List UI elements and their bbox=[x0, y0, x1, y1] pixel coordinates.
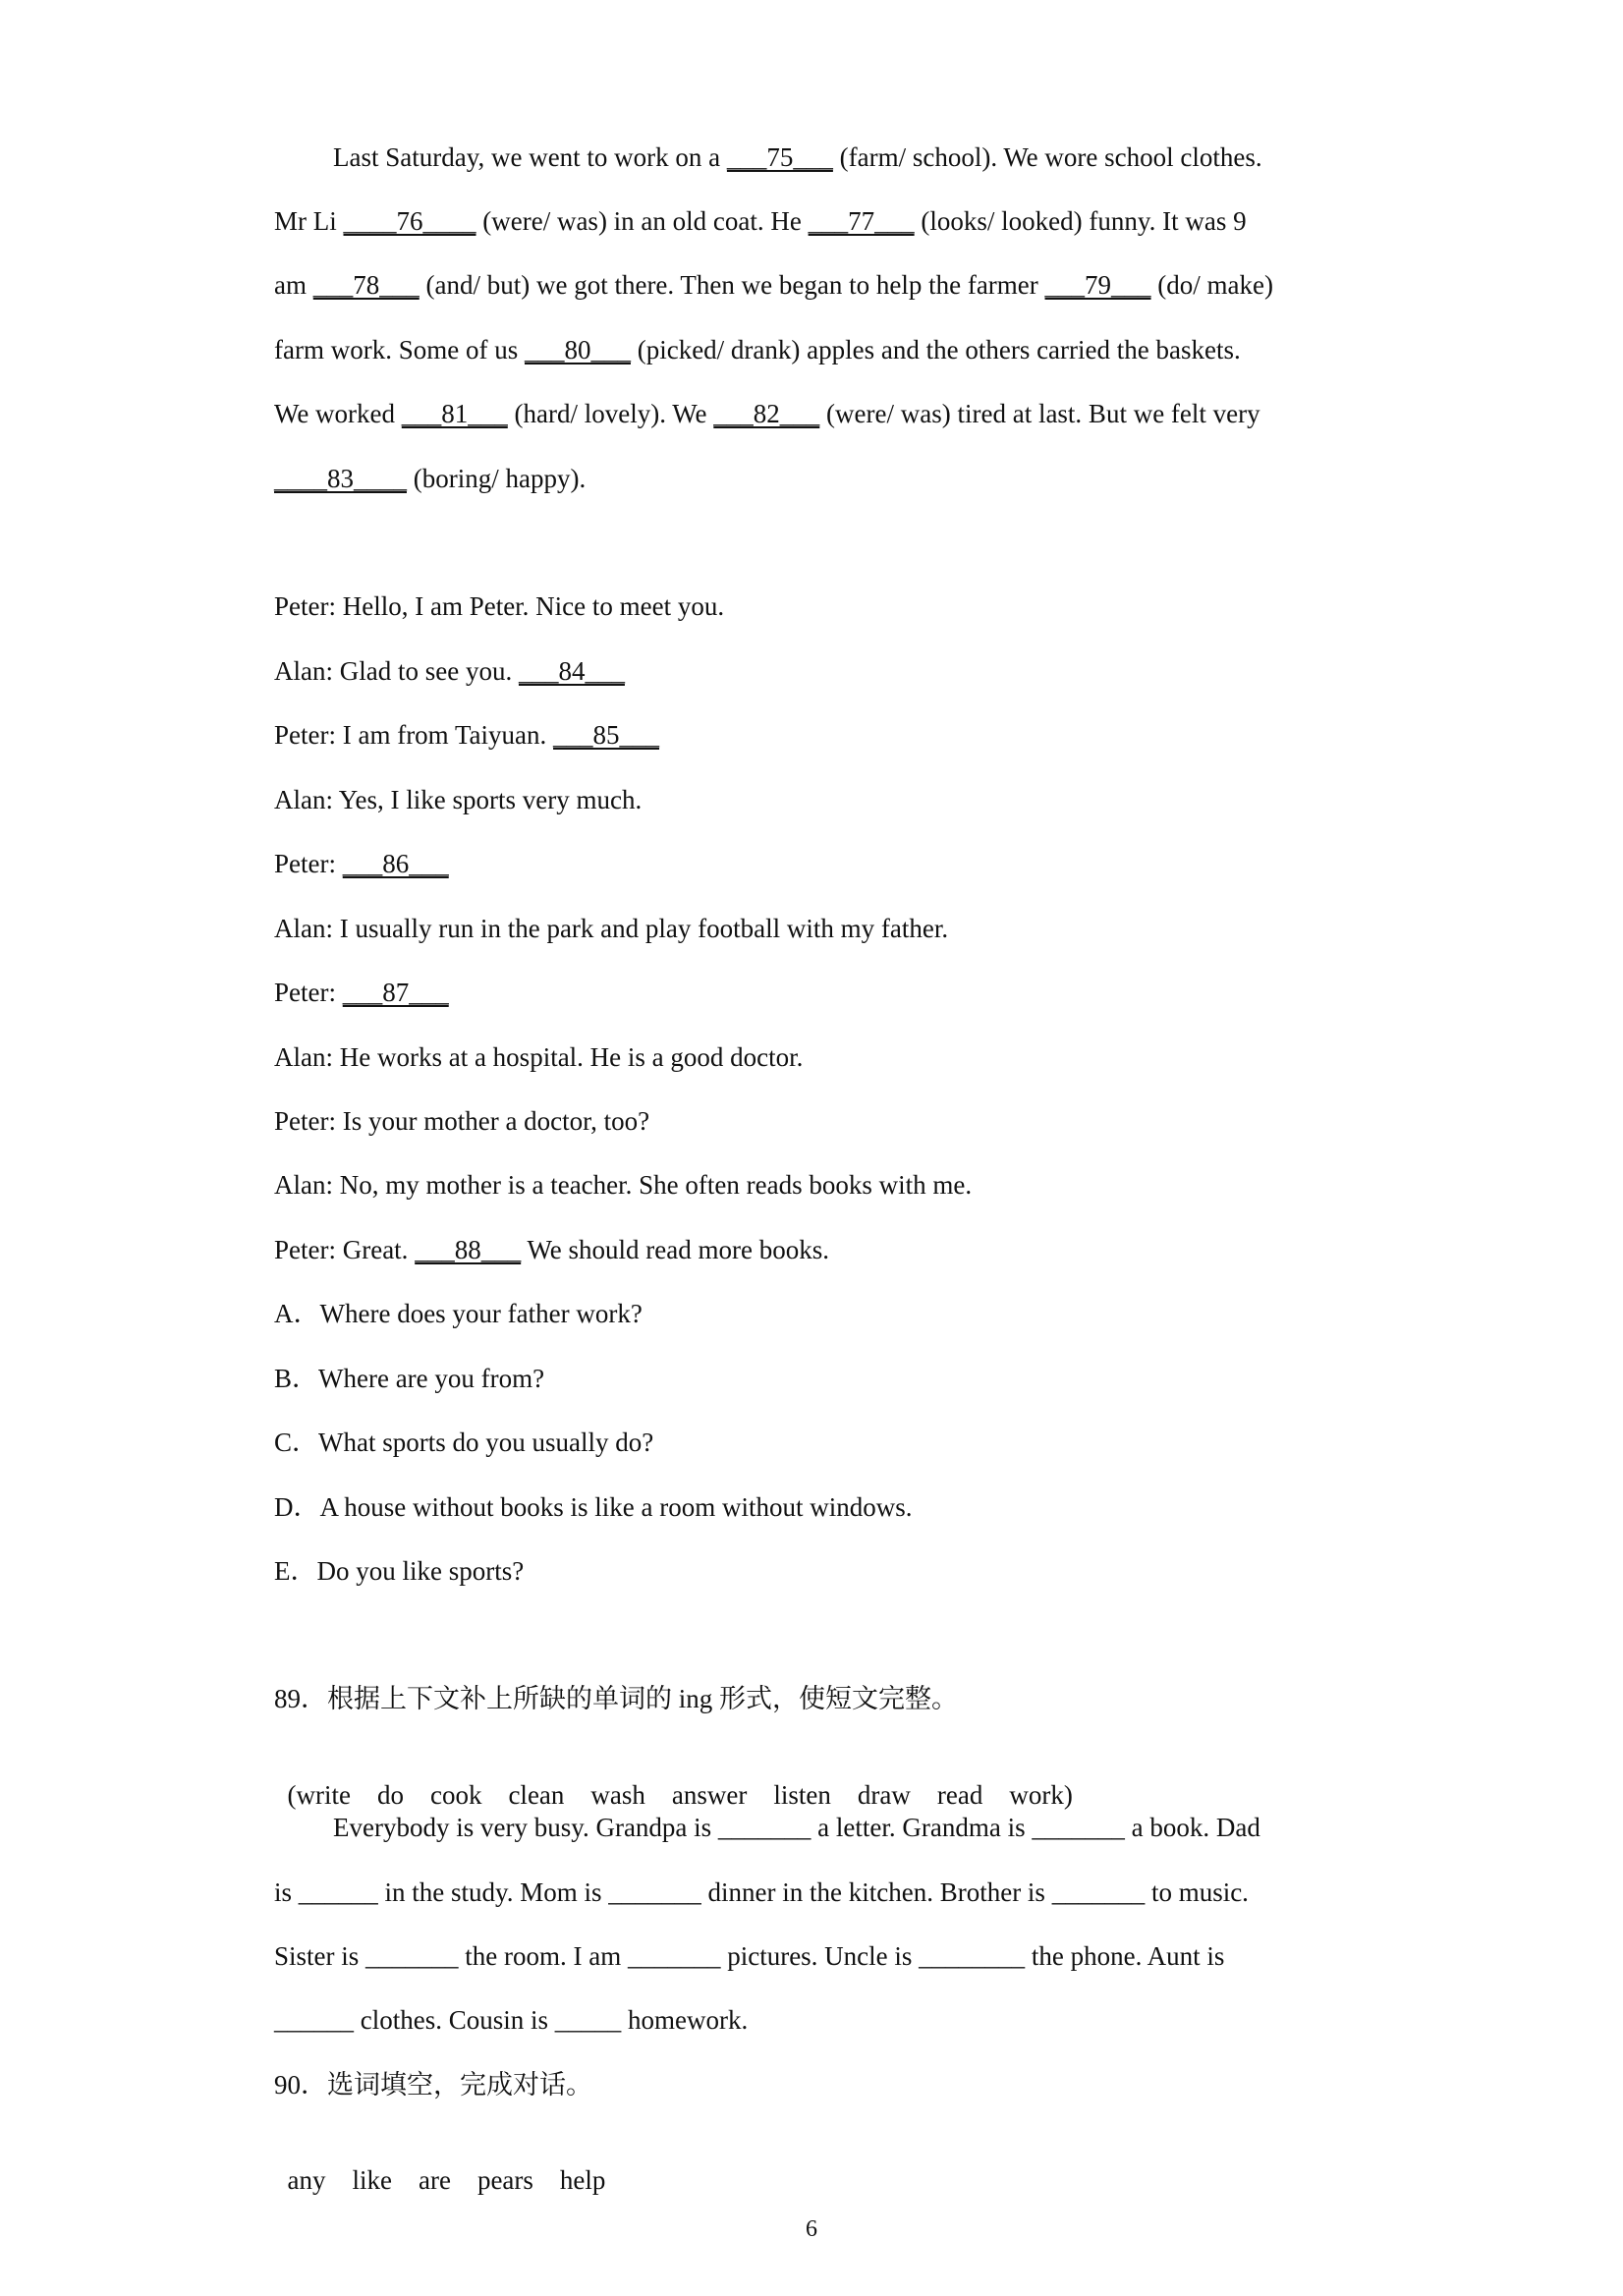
q89-passage-line-3: Sister is _______ the room. I am _______ pictures. Uncle is ________ the phone. Aunt is bbox=[274, 1941, 1225, 1971]
q89-title: 89．根据上下文补上所缺的单词的 ing 形式，使短文完整。 bbox=[274, 1684, 959, 1713]
option-e: E．Do you like sports? bbox=[274, 1556, 525, 1586]
dialogue-line-8: Alan: He works at a hospital. He is a good doctor. bbox=[274, 1042, 804, 1072]
q89-passage-line-2: is ______ in the study. Mom is _______ dinner in the kitchen. Brother is _______ to music. bbox=[274, 1877, 1249, 1907]
option-a: A．Where does your father work? bbox=[274, 1299, 643, 1328]
dialogue-line-10: Alan: No, my mother is a teacher. She often reads books with me. bbox=[274, 1170, 973, 1200]
dialogue-line-3: Peter: I am from Taiyuan. ___85___ bbox=[274, 720, 660, 750]
q90-word-bank: any like are pears help bbox=[287, 2165, 606, 2195]
option-d: D．A house without books is like a room without windows. bbox=[274, 1492, 913, 1522]
passage1-line-3: am ___78___ (and/ but) we got there. Then we began to help the farmer ___79___ (do/ make) bbox=[274, 270, 1273, 300]
dialogue-line-4: Alan: Yes, I like sports very much. bbox=[274, 785, 643, 814]
dialogue-line-11: Peter: Great. ___88___ We should read more books. bbox=[274, 1235, 829, 1264]
option-c: C．What sports do you usually do? bbox=[274, 1428, 654, 1457]
page-number: 6 bbox=[806, 2216, 817, 2242]
dialogue-line-9: Peter: Is your mother a doctor, too? bbox=[274, 1106, 650, 1136]
dialogue-line-7: Peter: ___87___ bbox=[274, 978, 449, 1007]
q89-passage-line-4: ______ clothes. Cousin is _____ homework. bbox=[274, 2005, 749, 2035]
q89-passage-line-1: Everybody is very busy. Grandpa is _______ a letter. Grandma is _______ a book. Dad bbox=[333, 1813, 1260, 1842]
passage1-line-1: Last Saturday, we went to work on a ___75___ (farm/ school). We wore school clothes. bbox=[333, 142, 1262, 172]
passage1-line-6: ____83____ (boring/ happy). bbox=[274, 464, 587, 493]
q89-word-bank: (write do cook clean wash answer listen draw read work) bbox=[287, 1780, 1073, 1810]
passage1-line-4: farm work. Some of us ___80___ (picked/ drank) apples and the others carried the baskets. bbox=[274, 335, 1241, 364]
passage1-line-5: We worked ___81___ (hard/ lovely). We ___82___ (were/ was) tired at last. But we felt very bbox=[274, 399, 1260, 428]
q90-title: 90．选词填空，完成对话。 bbox=[274, 2070, 592, 2100]
dialogue-line-5: Peter: ___86___ bbox=[274, 849, 449, 878]
dialogue-line-2: Alan: Glad to see you. ___84___ bbox=[274, 656, 625, 686]
dialogue-line-1: Peter: Hello, I am Peter. Nice to meet you. bbox=[274, 591, 725, 621]
passage1-line-2: Mr Li ____76____ (were/ was) in an old coat. He ___77___ (looks/ looked) funny. It was 9 bbox=[274, 206, 1247, 236]
dialogue-line-6: Alan: I usually run in the park and play football with my father. bbox=[274, 914, 949, 943]
option-b: B．Where are you from? bbox=[274, 1364, 545, 1393]
